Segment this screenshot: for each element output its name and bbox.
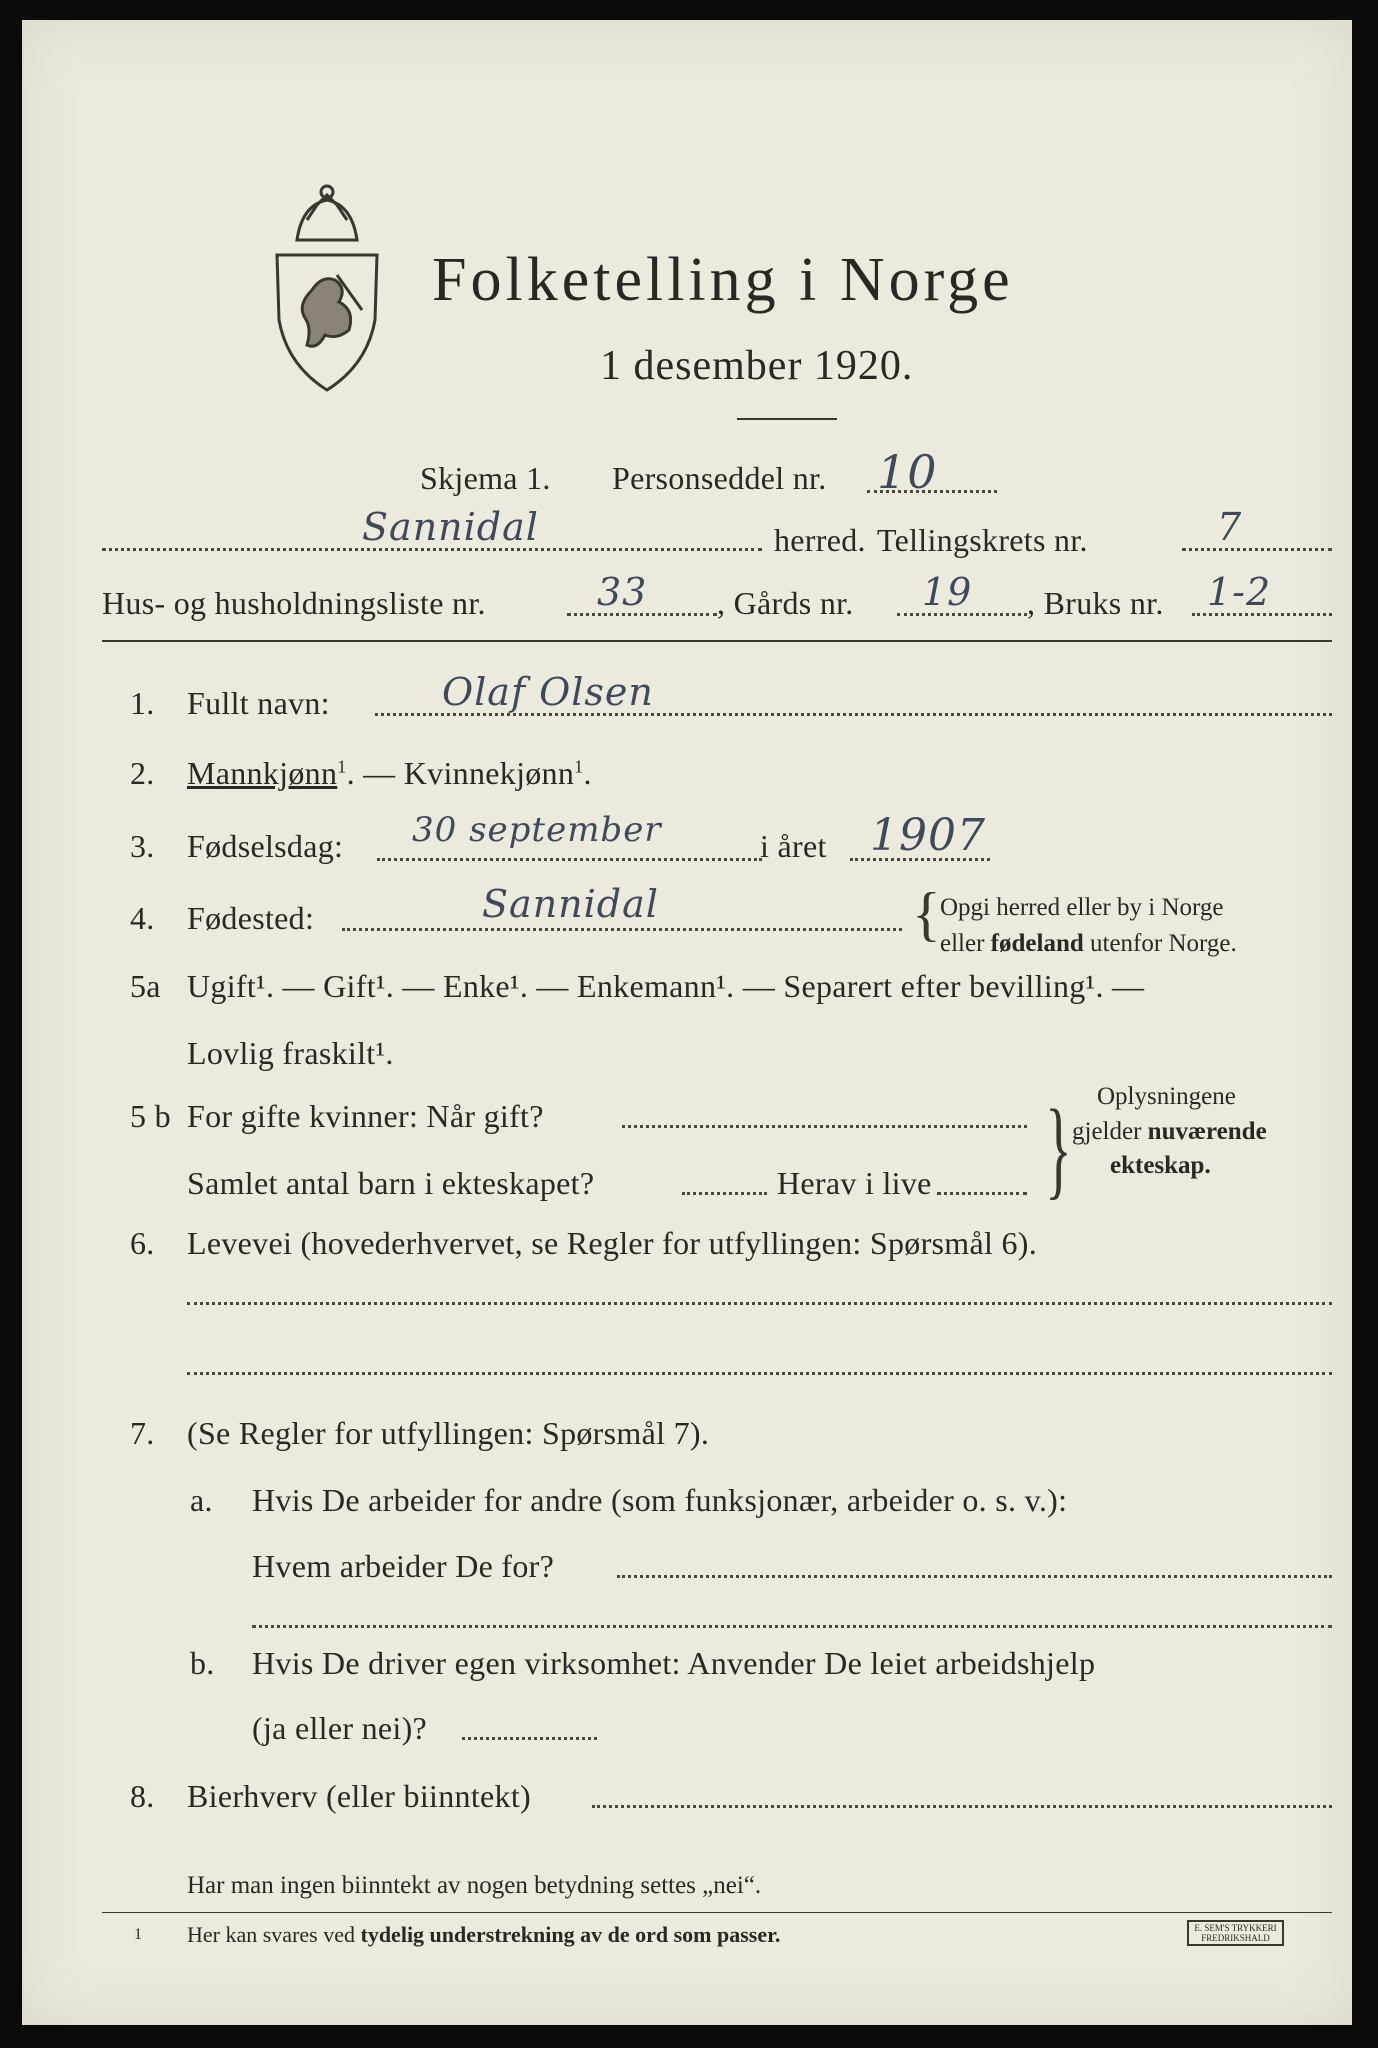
q5a-options[interactable]: Ugift¹. — Gift¹. — Enke¹. — Enkemann¹. — Separert efter bevilling¹. —	[187, 968, 1145, 1004]
q4-note-bold: fødeland	[990, 930, 1084, 957]
footer-rule	[102, 1912, 1332, 1913]
q5b-note-3: ekteskap.	[1110, 1152, 1211, 1179]
q7b-label: b.	[190, 1645, 215, 1681]
footnote-text: Her kan svares ved	[187, 1922, 355, 1947]
q4-line	[342, 928, 902, 931]
husliste-value[interactable]: 33	[597, 570, 648, 614]
footnote	[187, 1922, 780, 1948]
printer-stamp: E. SEM'S TRYKKERI FREDRIKSHALD	[1187, 1920, 1284, 1946]
gards-value[interactable]: 19	[922, 570, 973, 614]
q3-year-line	[850, 858, 990, 861]
q5b-note-2-bold: nuværende	[1147, 1118, 1267, 1145]
census-date: 1 desember 1920.	[600, 343, 914, 389]
q4-label: Fødested:	[187, 900, 315, 936]
q5b-brace: }	[1045, 1087, 1072, 1209]
q5a-options-2[interactable]: Lovlig fraskilt¹.	[187, 1035, 394, 1071]
q2-male-option[interactable]: Mannkjønn	[187, 755, 338, 791]
q3-line	[377, 858, 762, 861]
q1-number: 1.	[130, 685, 155, 721]
q7-text: (Se Regler for utfyllingen: Spørsmål 7).	[187, 1415, 710, 1451]
census-form	[22, 20, 1352, 2025]
q7b-text-2: (ja eller nei)?	[252, 1710, 428, 1746]
q7b-line	[462, 1737, 597, 1740]
personseddel-label: Personseddel nr.	[612, 460, 827, 496]
bruks-value[interactable]: 1-2	[1207, 570, 1272, 614]
q4-note-line1: Opgi herred eller by i Norge	[940, 894, 1224, 921]
q7a-line-1	[617, 1575, 1332, 1578]
q8-number: 8.	[130, 1778, 155, 1814]
q7a-text-2: Hvem arbeider De for?	[252, 1548, 555, 1584]
gards-label: , Gårds nr.	[717, 585, 854, 621]
q2-options: Mannkjønn$^1$. — Kvinnekjønn$^1$.	[187, 755, 592, 791]
q1-value[interactable]: Olaf Olsen	[442, 670, 654, 714]
q6-line-2	[187, 1372, 1332, 1375]
q6-line-1	[187, 1302, 1332, 1305]
q4-brace: {	[912, 881, 941, 947]
q5b-children: Samlet antal barn i ekteskapet?	[187, 1165, 595, 1201]
husliste-label: Hus- og husholdningsliste nr.	[102, 585, 486, 621]
tellingskrets-line	[1182, 548, 1332, 551]
q3-year-label: i året	[760, 828, 827, 864]
q5b-when-line	[622, 1125, 1027, 1128]
personseddel-value[interactable]: 10	[877, 445, 938, 499]
bruks-line	[1192, 613, 1332, 616]
personseddel-line	[867, 490, 997, 493]
q4-note-text: eller	[940, 930, 985, 957]
footnote-bold: tydelig understrekning av de ord som passer.	[360, 1922, 781, 1947]
header-rule	[102, 640, 1332, 642]
coat-of-arms-icon	[267, 180, 387, 395]
nei-note: Har man ingen biinntekt av nogen betydning settes „nei“.	[187, 1872, 762, 1899]
q7a-text: Hvis De arbeider for andre (som funksjonær, arbeider o. s. v.):	[252, 1482, 1068, 1518]
q5b-when-married: For gifte kvinner: Når gift?	[187, 1098, 544, 1134]
q5b-note-2	[1072, 1118, 1267, 1146]
q3-value[interactable]: 30 september	[412, 810, 662, 850]
q4-value[interactable]: Sannidal	[482, 882, 659, 926]
q7b-text: Hvis De driver egen virksomhet: Anvender De leiet arbeidshjelp	[252, 1645, 1096, 1681]
q8-text: Bierhverv (eller biinntekt)	[187, 1778, 531, 1814]
skjema-label: Skjema 1.	[420, 460, 551, 496]
herred-value[interactable]: Sannidal	[362, 505, 539, 549]
q6-text: Levevei (hovederhvervet, se Regler for utfyllingen: Spørsmål 6).	[187, 1225, 1038, 1261]
q5a-number: 5a	[130, 968, 161, 1004]
footnote-mark: 1	[134, 1926, 142, 1943]
gards-line	[897, 613, 1027, 616]
q2-female-option[interactable]: Kvinnekjønn	[403, 755, 575, 791]
q5b-note-2-text: gjelder	[1072, 1118, 1142, 1145]
tellingskrets-value[interactable]: 7	[1217, 505, 1243, 549]
q5b-children-line	[682, 1192, 767, 1195]
q2-separator: . —	[346, 755, 404, 791]
husliste-line	[567, 613, 717, 616]
q5b-note-1: Oplysningene	[1097, 1083, 1236, 1110]
tellingskrets-label: Tellingskrets nr.	[877, 522, 1088, 558]
q3-year-value[interactable]: 1907	[870, 810, 986, 861]
q8-line	[592, 1805, 1332, 1808]
q7-number: 7.	[130, 1415, 155, 1451]
q3-number: 3.	[130, 828, 155, 864]
q1-label: Fullt navn:	[187, 685, 330, 721]
q2-number: 2.	[130, 755, 155, 791]
q4-note-end: utenfor Norge.	[1090, 930, 1237, 957]
q3-label: Fødselsdag:	[187, 828, 344, 864]
q2-end: .	[583, 755, 592, 791]
q4-note-line2	[940, 930, 1237, 958]
q5b-alive-line	[937, 1192, 1027, 1195]
q5b-alive: Herav i live	[777, 1165, 932, 1201]
q7a-label: a.	[190, 1482, 213, 1518]
bruks-label: , Bruks nr.	[1027, 585, 1164, 621]
q1-line	[375, 713, 1332, 716]
q4-number: 4.	[130, 900, 155, 936]
q6-number: 6.	[130, 1225, 155, 1261]
title-divider	[737, 418, 837, 420]
q5b-number: 5 b	[130, 1098, 171, 1134]
herred-label: herred.	[774, 522, 866, 558]
q7a-line-2	[252, 1625, 1332, 1628]
form-title: Folketelling i Norge	[432, 246, 1014, 314]
